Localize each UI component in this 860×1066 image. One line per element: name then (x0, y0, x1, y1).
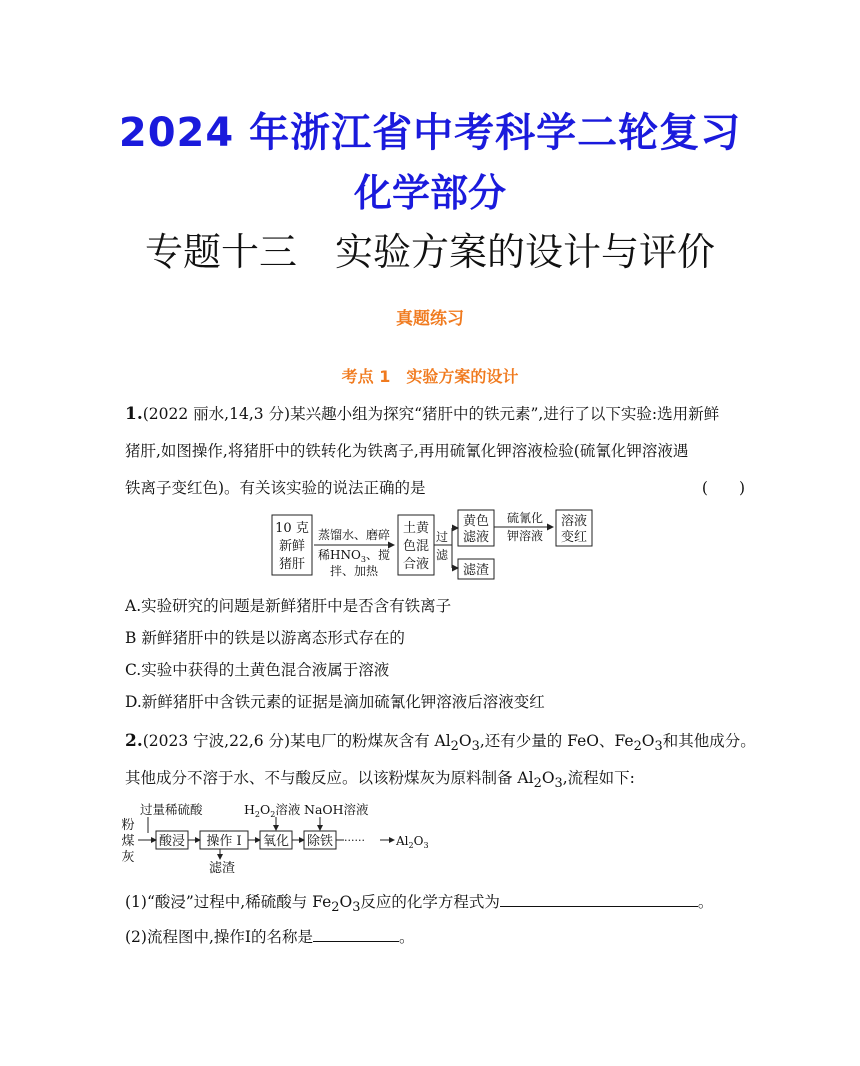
flow-dots: ······ (344, 834, 365, 847)
q1-text-3: 铁离子变红色)。有关该实验的说法正确的是 (125, 479, 426, 497)
option-b[interactable]: B 新鲜猪肝中的铁是以游离态形式存在的 (125, 629, 405, 647)
arrow1-top-label: 蒸馏水、磨碎 (317, 528, 391, 542)
q2-sub2: (2)流程图中,操作Ⅰ的名称是 。 (125, 925, 745, 948)
reagent-h2o2: $H_2O_2$溶液 (244, 802, 301, 819)
answer-blank-operation[interactable] (313, 925, 399, 942)
q2-line-2: 其他成分不溶于水、不与酸反应。以该粉煤灰为原料制备 $Al_2O_3$,流程如下: (125, 769, 635, 792)
q2-number: 2. (125, 731, 143, 751)
arrow3-top-label: 硫氰化 (506, 511, 544, 525)
q1-line-1 (125, 403, 745, 425)
box2-line1: 土黄 (402, 521, 430, 536)
step3-label: 氧化 (262, 834, 290, 849)
box1-line3: 猪肝 (278, 557, 306, 572)
waste-residue: 滤渣 (208, 861, 236, 876)
source-line1: 粉 (121, 818, 135, 833)
q2-line-1: 2.(2023 宁波,22,6 分)某电厂的粉煤灰含有 $Al_2O_3$,还有少量的 FeO、$Fe_2O_3$和其他成分。 (125, 731, 756, 755)
box5-label: 滤渣 (462, 563, 490, 578)
option-d[interactable]: D.新鲜猪肝中含铁元素的证据是滴加硫氰化钾溶液后溶液变红 (125, 693, 545, 711)
step1-label: 酸浸 (158, 834, 186, 849)
q1-text-1: (2022 丽水,14,3 分)某兴趣小组为探究“猪肝中的铁元素”,进行了以下实验:选用新鲜 (142, 405, 720, 423)
source-line2: 煤 (121, 834, 135, 849)
box2-line3: 合液 (402, 557, 430, 572)
step4-label: 除铁 (306, 834, 334, 849)
box4-line1: 溶液 (560, 514, 588, 529)
q1-line-2: 猪肝,如图操作,将猪肝中的铁转化为铁离子,再用硫氰化钾溶液检验(硫氰化钾溶液遇 (125, 442, 689, 460)
title-line-3: 专题十三 实验方案的设计与评价 (144, 230, 715, 274)
q1-number: 1. (125, 404, 143, 424)
q2-flowchart (120, 797, 440, 877)
title-line-1: 2024 年浙江省中考科学二轮复习 (118, 110, 742, 156)
box4-line2: 变红 (560, 530, 588, 545)
filter-label-2: 滤 (435, 548, 449, 562)
section-heading: 真题练习 (396, 309, 464, 329)
arrow3-bot-label: 钾溶液 (506, 529, 544, 543)
box1-line1: 10 克 (275, 521, 309, 536)
arrow1-bot-label: 拌、加热 (329, 564, 379, 578)
option-c[interactable]: C.实验中获得的土黄色混合液属于溶液 (125, 661, 390, 679)
product-al2o3: $Al_2O_3$ (396, 834, 429, 850)
reagent-sulfuric-acid: 过量稀硫酸 (140, 802, 203, 817)
answer-blank-equation[interactable] (500, 890, 698, 907)
arrow1-mid-label: 稀$HNO_3$、搅 (318, 548, 390, 564)
answer-paren: ( ) (701, 479, 745, 497)
filter-label-1: 过 (435, 530, 449, 544)
box3-line2: 滤液 (462, 530, 490, 545)
box1-line2: 新鲜 (278, 539, 306, 554)
option-a[interactable]: A.实验研究的问题是新鲜猪肝中是否含有铁离子 (125, 597, 452, 615)
q1-line-3 (125, 477, 745, 499)
box3-line1: 黄色 (462, 514, 490, 529)
box2-line2: 色混 (402, 539, 430, 554)
title-line-2: 化学部分 (353, 171, 506, 215)
subsection-heading: 考点 1 实验方案的设计 (341, 367, 519, 386)
reagent-naoh: NaOH溶液 (304, 802, 369, 817)
q2-sub1: (1)“酸浸”过程中,稀硫酸与 $Fe_2O_3$反应的化学方程式为 。 (125, 890, 745, 919)
step2-label: 操作 I (206, 834, 242, 849)
source-line3: 灰 (121, 850, 135, 865)
q1-diagram (270, 505, 600, 585)
